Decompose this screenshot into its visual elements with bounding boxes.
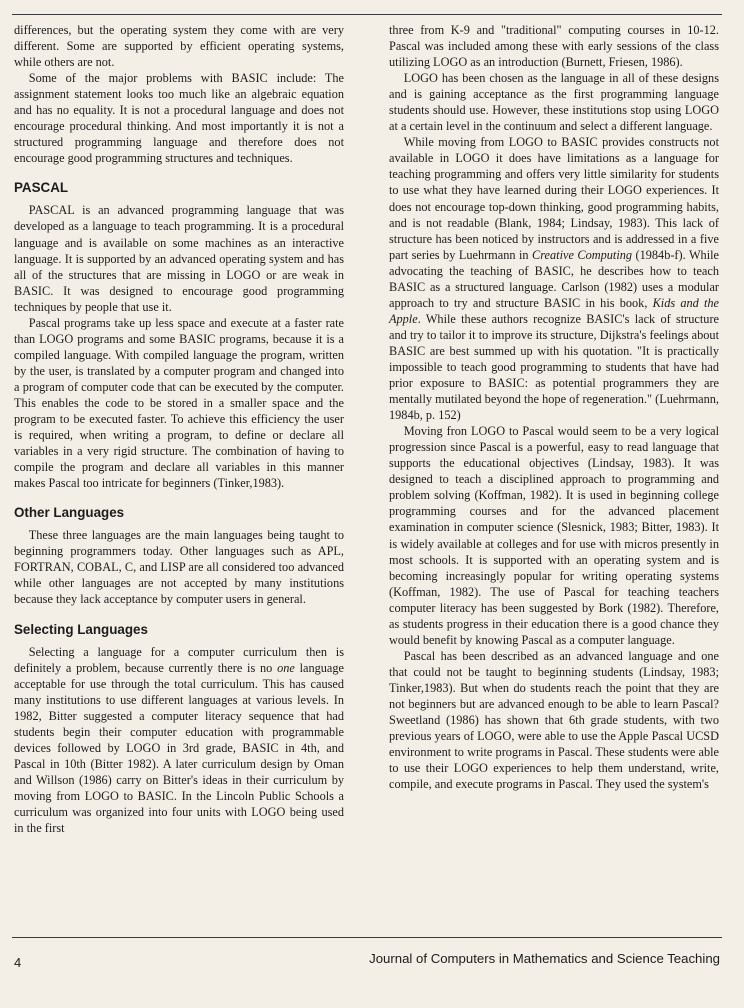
text-run: language acceptable for use through the total curriculum. This has caused many institutions to use different languages at various levels. In 1982, Bitter suggested a computer literacy sequence that had students begin their computer education with programmable devices followed by LOGO in 3rd grade, BASIC in 4th, and Pascal in 10th (Bitter 1982). A later curriculum design by Oman and Willson (1986) carry on Bitter's ideas in their curriculum by moving from LOGO to BASIC. In the Lincoln Public Schools a curriculum was organized into four units with LOGO being used in the first [14,660,344,836]
footer-rule [12,937,722,938]
paragraph-basic-problems: Some of the major problems with BASIC include: The assignment statement looks too much like an algebraic equation and has no equality. It is not a procedural language and does not encourage procedural thinking. And most importantly it is not a structured programming language and therefore does not encourage good programming structures and techniques. [14,71,344,166]
paragraph-pascal-intro: PASCAL is an advanced programming language that was developed as a language to teach programming. It is a procedural language and is available on some machines as an interactive language. It is supported by an advanced operating system and has all of the structures that are missing in LOGO or are weak in BASIC. It was designed to encourage good programming techniques by people that use it. [14,203,344,314]
paragraph-logo-to-basic [389,134,719,423]
paragraph-continuation: three from K-9 and "traditional" computing courses in 10-12. Pascal was included among these with early sessions of the class utilizing LOGO as an introduction (Burnett, Friesen, 1986). [389,23,719,70]
heading-pascal: PASCAL [14,180,69,196]
text-run: Selecting a language for a computer curriculum then is definitely a problem, because currently there is no [14,644,344,675]
text-run: While moving from LOGO to BASIC provides constructs not available in LOGO it does have limitations as a language for teaching programming and offers very little similarity for students to use what they have learned during their LOGO experiences. It does not encourage top-down thinking, good programming habits, and is not readable (Blank, 1984; Lindsay, 1983). This lack of structure has been noticed by instructors and is addressed in a five part series by Luehrmann in [389,135,719,262]
paragraph-selecting-languages [14,644,344,837]
paragraph-pascal-advanced: Pascal has been described as an advanced language and one that could not be taught to beginning students (Lindsay, 1983; Tinker,1983). But when do students reach the point that they are not beginners but are advanced enough to be able to learn Pascal? Sweetland (1986) has shown that 6th grade students, with two previous years of LOGO, were able to use the Apple Pascal UCSD environment to write programs in Pascal. These students were able to use their LOGO experiences to help them understand, write, compile, and execute programs in Pascal. They used the system's [389,648,719,792]
text-run: . While these authors recognize BASIC's lack of structure and try to tailor it to improve its structure, Dijkstra's feelings about BASIC are best summed up with his quotation. "It is practically impossible to teach good programming to students that have had prior exposure to BASIC: as potential programmers they are mentally mutilated beyond the hope of regeneration." (Luehrmann, 1984b, p. 152) [389,311,719,423]
emphasis-one: one [277,660,295,675]
journal-title: Journal of Computers in Mathematics and Science Teaching [369,951,720,966]
right-column [389,22,719,792]
paragraph-pascal-compiled: Pascal programs take up less space and execute at a faster rate than LOGO programs and some BASIC programs, because it is a compiled language. With compiled language the program, written by the user, is translated by a computer program and changed into a program of computer code that can be executed by the computer. This enables the code to be stored in a smaller space and the program to be executed faster. To achieve this efficiency the user is required, when writing a program, to define or declare all variables in a very rigid structure. The combination of having to compile the program and declare all variables in this manner makes Pascal too intricate for beginners (Tinker,1983). [14,315,344,491]
heading-other-languages: Other Languages [14,505,125,521]
heading-selecting-languages: Selecting Languages [14,621,148,637]
left-column [14,22,344,836]
page-number: 4 [14,955,22,970]
top-rule [12,14,722,15]
paragraph-continuation: differences, but the operating system they come with are very different. Some are supported by efficient operating systems, while others are not. [14,23,344,70]
text-run: (1984b-f). While advocating the teaching of BASIC, he describes how to teach BASIC as a structured language. Carlson (1982) uses a modular approach to try and structure BASIC in his book, [389,247,719,310]
paragraph-logo-chosen: LOGO has been chosen as the language in all of these designs and is gaining acceptance as the first programming language students should use. However, these institutions stop using LOGO at a certain level in the continuum and select a different language. [389,71,719,134]
italic-kids-and-the-apple: Kids and the Apple [389,295,719,326]
paragraph-other-languages: These three languages are the main languages being taught to beginning programmers today. Other languages such as APL, FORTRAN, COBAL, C, and LISP are all considered too advanced while other languages are not accepted by many institutions because they lack acceptance by computer users in general. [14,528,344,607]
italic-creative-computing: Creative Computing [532,247,633,262]
paragraph-logo-to-pascal: Moving fron LOGO to Pascal would seem to be a very logical progression since Pascal is a powerful, easy to read language that supports the educational objectives (Lindsay, 1983). It was designed to teach a disciplined approach to programming and problem solving (Koffman, 1982). It is used in beginning college programming courses and for the advanced placement examination in computer science (Slesnick, 1983; Bitter, 1983). It is widely available at colleges and for use with micros presently in most schools. It is supported with an operating system and is becoming increasingly popular for writing operating systems (Koffman, 1982). The use of Pascal for teaching teachers computer literacy has been suggested by Bork (1982). Therefore, as students progress in their education there is a good chance they would benefit by knowing Pascal as a computer language. [389,424,719,647]
